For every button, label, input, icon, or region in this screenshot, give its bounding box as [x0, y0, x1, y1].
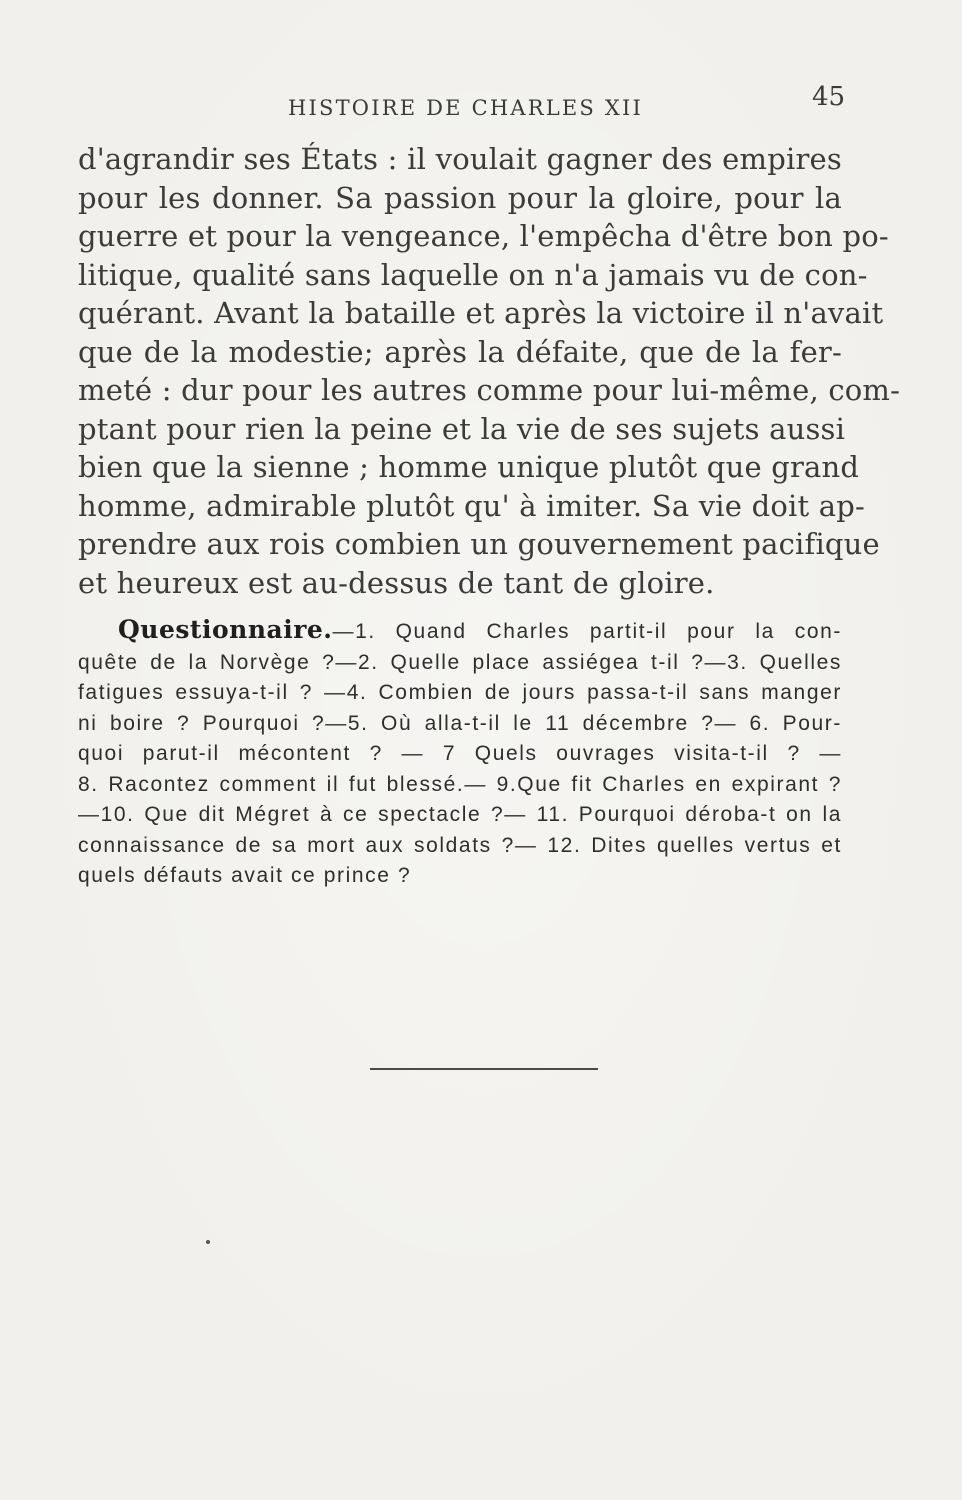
questionnaire-first-line	[78, 615, 842, 648]
body-line: prendre aux rois combien un gouvernement pacifique	[78, 527, 880, 561]
ink-speck	[206, 1240, 210, 1244]
question-line: fatigues essuya-t-il ? —4. Combien de jours passa-t-il sans manger	[78, 681, 842, 704]
body-paragraph	[78, 140, 901, 602]
body-line: guerre et pour la vengeance, l'empêcha d'être bon po-	[78, 219, 889, 253]
question-line: 8. Racontez comment il fut blessé.— 9.Que fit Charles en expirant ?	[78, 772, 842, 796]
body-line: litique, qualité sans laquelle on n'a jamais vu de con-	[78, 257, 868, 292]
running-head	[0, 82, 962, 136]
questionnaire-heading: Questionnaire.	[118, 615, 333, 644]
body-line: pour les donner. Sa passion pour la gloire, pour la	[78, 180, 842, 215]
body-line: meté : dur pour les autres comme pour lui-même, com-	[78, 373, 901, 407]
page-number: 45	[812, 82, 846, 112]
question-line: quête de la Norvège ?—2. Quelle place assiégea t-il ?—3. Quelles	[78, 650, 842, 674]
body-line: et heureux est au-dessus de tant de gloire.	[78, 565, 715, 600]
body-line: homme, admirable plutôt qu' à imiter. Sa vie doit ap-	[78, 488, 865, 523]
body-line: ptant pour rien la peine et la vie de ses sujets aussi	[78, 411, 846, 446]
body-line: que de la modestie; après la défaite, que de la fer-	[78, 334, 842, 369]
section-divider	[370, 1068, 598, 1070]
body-line: d'agrandir ses États : il voulait gagner des empires	[78, 142, 842, 176]
question-text: —1. Quand Charles partit-il pour la con-	[332, 620, 842, 643]
question-line: quoi parut-il mécontent ? — 7 Quels ouvrages visita-t-il ? —	[78, 742, 842, 765]
body-line: bien que la sienne ; homme unique plutôt que grand	[78, 450, 860, 484]
running-title: HISTOIRE DE CHARLES XII	[288, 96, 644, 120]
body-line: quérant. Avant la bataille et après la victoire il n'avait	[78, 296, 884, 330]
question-line: quels défauts avait ce prince ?	[78, 864, 412, 887]
questionnaire	[78, 615, 842, 892]
question-line: —10. Que dit Mégret à ce spectacle ?— 11. Pourquoi déroba-t on la	[78, 803, 842, 826]
question-line: ni boire ? Pourquoi ?—5. Où alla-t-il le 11 décembre ?— 6. Pour-	[78, 711, 842, 735]
question-line: connaissance de sa mort aux soldats ?— 12. Dites quelles vertus et	[78, 833, 842, 857]
